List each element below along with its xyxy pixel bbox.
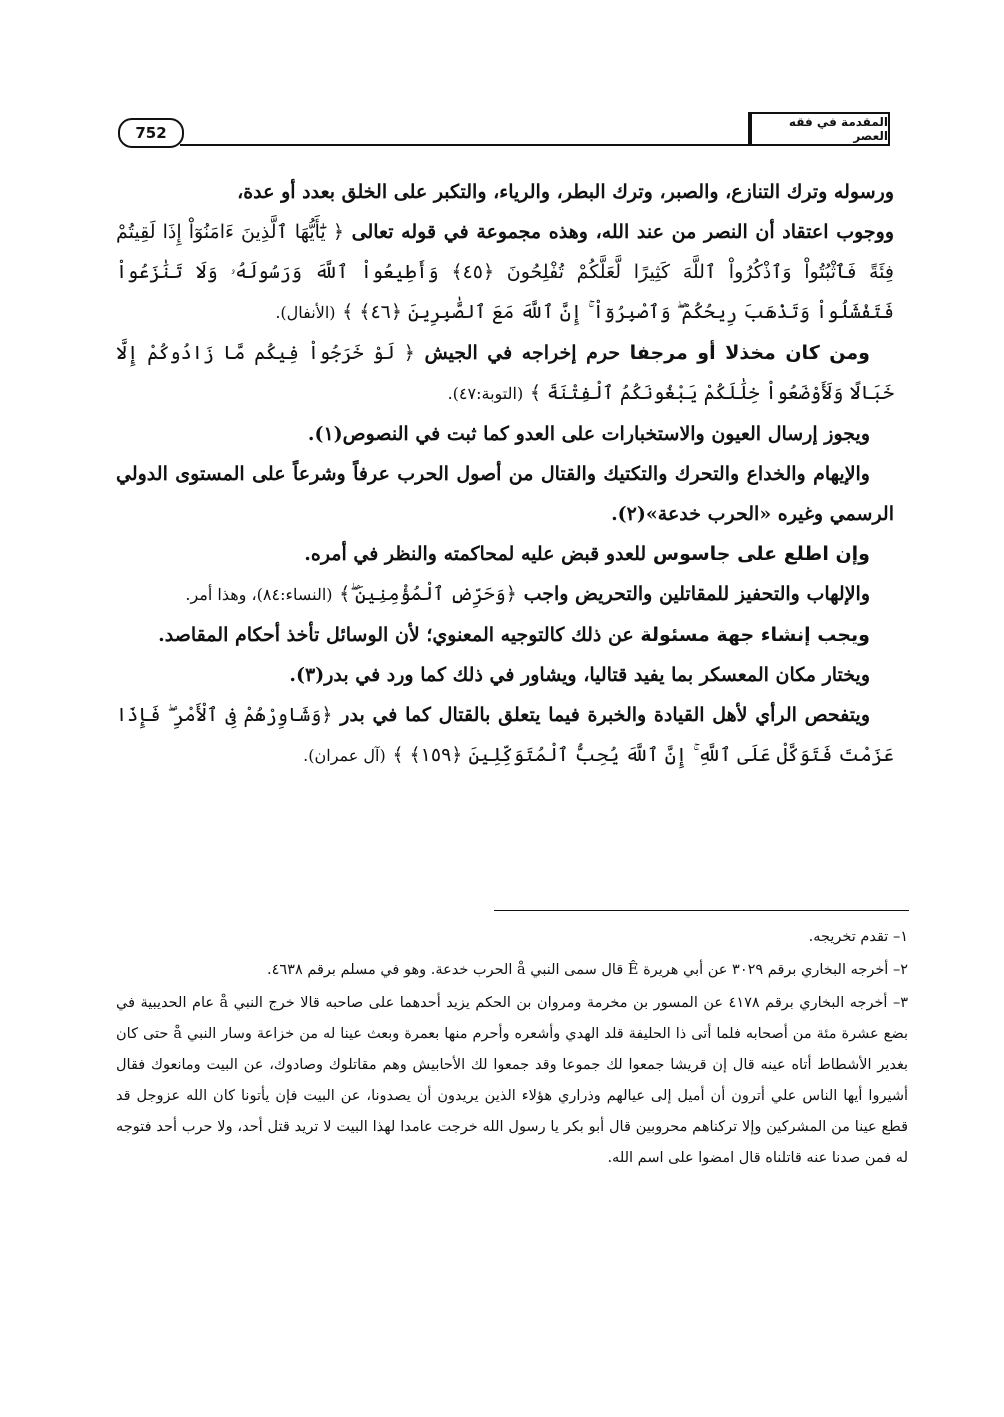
footnotes [116, 922, 908, 1176]
quran-verse-nisa: ﴿وَحَرِّضِ ٱلْمُؤْمِنِينَ ۖ﴾ [339, 583, 517, 605]
paragraph-9: ويختار مكان المعسكر بما يفيد قتاليا، ويشاور في ذلك كما ورد في بدر(٣). [289, 664, 870, 686]
verse-reference: (التوبة:٤٧). [447, 384, 524, 403]
paragraph-8-text: عن ذلك كالتوجيه المعنوي؛ لأن الوسائل تأخذ أحكام المقاصد. [158, 624, 634, 646]
paragraph-5: والإيهام والخداع والتحرك والتكتيك والقتال من أصول الحرب عرفاً وشرعاً على المستوى الدولي الرسمي وغيره «الحرب خدعة»(٢). [116, 463, 894, 525]
quran-verse-al-imran: ﴿وَشَاوِرْهُمْ فِى ٱلْأَمْرِ ۖ فَإِذَا عَزَمْتَ فَتَوَكَّلْ عَلَى ٱللَّهِ ۚ إِنَّ ٱللَّهَ يُحِبُّ ٱلْمُتَوَكِّلِينَ ﴿١٥٩﴾ ﴾ [116, 704, 894, 766]
paragraph-8 [116, 615, 894, 655]
keyword-text: ويجب إنشاء جهة مسئولة [640, 624, 870, 646]
page-header [118, 112, 890, 146]
verse-reference: (آل عمران). [303, 746, 386, 765]
paragraph-7 [116, 574, 894, 615]
footnote-3: ٣– أخرجه البخاري برقم ٤١٧٨ عن المسور بن مخرمة ومروان بن الحكم يزيد أحدهما على صاحبه قالا خرج النبي å عام الحديبية في بضع عشرة مئة من أصحابه فلما أتى ذا الحليفة قلد الهدي وأشعره وأحرم منها بعمرة وبعث عينا له من خزاعة وسار النبي å حتى كان بغدير الأشطاط أتاه عينه قال إن قريشا جمعوا لك جموعا وقد جمعوا لك الأحابيش وهم مقاتلوك وصادوك، عن البيت ومانعوك فقال أشيروا أيها الناس علي أترون أن أميل إلى عيالهم وذراري هؤلاء الذين يريدون أن يصدونا، عن البيت فإن يأتونا كان الله عزوجل قد قطع عينا من المشركين وإلا تركناهم محروبين قال أبو بكر يا رسول الله خرجت عامدا لهذا البيت لا تريد قتل أحد، ولا حرب أحد فتوجه له فمن صدنا عنه قاتلناه قال امضوا على اسم الله. [116, 995, 908, 1166]
paragraph-3-text: حرم إخراجه في الجيش [424, 342, 621, 364]
paragraph-4: ويجوز إرسال العيون والاستخبارات على العدو كما ثبت في النصوص(١). [307, 423, 870, 445]
paragraph-3 [116, 333, 894, 414]
header-rule [180, 144, 752, 146]
main-text [116, 172, 894, 776]
paragraph-6 [116, 534, 894, 574]
keyword-text: ومن كان مخذلا أو مرجفا [629, 342, 870, 364]
quran-verse-anfal: ﴿ يَٰٓأَيُّهَا ٱلَّذِينَ ءَامَنُوٓاْ إِذَا لَقِيتُمْ فِئَةً فَٱثْبُتُواْ وَٱذْكُرُواْ ٱللَّهَ كَثِيرًا لَّعَلَّكُمْ تُفْلِحُونَ ﴿٤٥﴾ وَأَطِيعُواْ ٱللَّهَ وَرَسُولَهُۥ وَلَا تَنَٰزَعُواْ فَتَفْشَلُواْ وَتَذْهَبَ رِيحُكُمْ ۖ وَٱصْبِرُوٓاْ ۚ إِنَّ ٱللَّهَ مَعَ ٱلصَّٰبِرِينَ ﴿٤٦﴾ ﴾ [116, 221, 894, 323]
footnote-separator [494, 910, 909, 911]
footnote-1: ١– تقدم تخريجه. [808, 929, 908, 945]
paragraph-1: ورسوله وترك التنازع، والصبر، وترك البطر، والرياء، والتكبر على الخلق بعدد أو عدة، [237, 181, 894, 203]
quran-verse-tawba: ﴿ لَوْ خَرَجُواْ فِيكُم مَّا زَادُوكُمْ إِلَّا خَبَالًا وَلَأَوْضَعُواْ خِلَٰلَكُمْ يَبْغُونَكُمُ ٱلْفِتْنَةَ ﴾ [116, 342, 894, 404]
keyword-text: وإن اطلع على جاسوس [652, 543, 870, 565]
paragraph-10 [116, 695, 894, 776]
book-title: المقدمة في فقه العصر [748, 112, 890, 146]
paragraph-2-text: ووجوب اعتقاد أن النصر من عند الله، وهذه مجموعة في قوله تعالى [351, 221, 894, 243]
paragraph-7-text: والإلهاب والتحفيز للمقاتلين والتحريض واجب [523, 583, 870, 605]
page-number: 752 [118, 118, 184, 148]
footnote-2: ٢– أخرجه البخاري برقم ٣٠٢٩ عن أبي هريرة Ê قال سمى النبي å الحرب خدعة. وهو في مسلم برقم ٤٦٣٨. [266, 962, 908, 978]
verse-reference: (الأنفال). [275, 303, 336, 322]
verse-reference: (النساء:٨٤)، وهذا أمر. [185, 585, 333, 604]
paragraph-6-text: للعدو قبض عليه لمحاكمته والنظر في أمره. [304, 543, 647, 565]
paragraph-10-text: ويتفحص الرأي لأهل القيادة والخبرة فيما يتعلق بالقتال كما في بدر [340, 704, 870, 726]
paragraph-2 [116, 212, 894, 333]
